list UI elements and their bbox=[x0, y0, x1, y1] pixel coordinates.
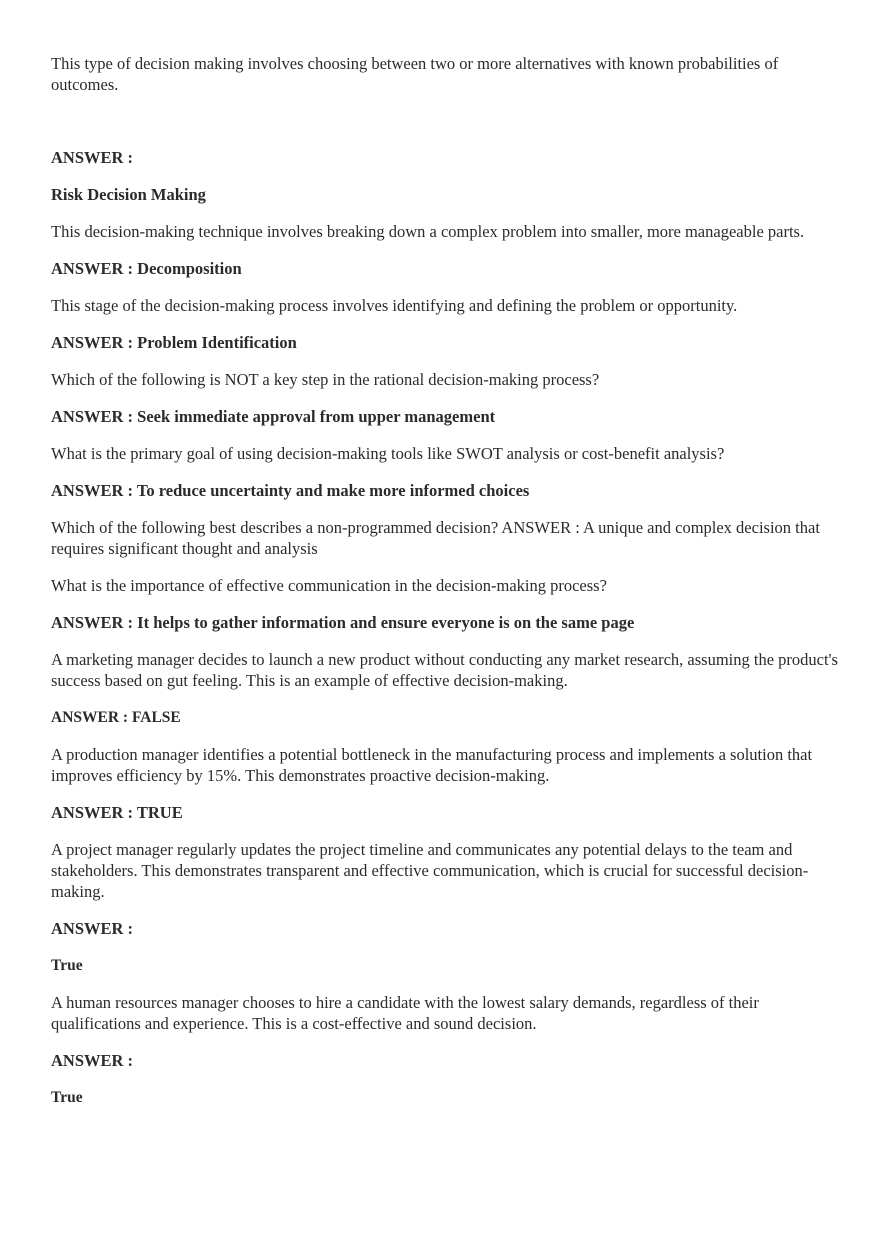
question-text: This type of decision making involves choosing between two or more alternatives with known probabilities of outcomes. bbox=[51, 54, 779, 94]
answer-text: ANSWER : Seek immediate approval from upper management bbox=[51, 407, 496, 426]
question-text: A production manager identifies a potential bottleneck in the manufacturing process and implements a solution that improves efficiency by 15%. This demonstrates proactive decision-making. bbox=[51, 745, 813, 785]
answer-text: ANSWER : FALSE bbox=[51, 709, 181, 726]
answer-text: ANSWER : Decomposition bbox=[51, 259, 242, 278]
question-text: This decision-making technique involves breaking down a complex problem into smaller, more manageable parts. bbox=[51, 222, 805, 241]
question-text: This stage of the decision-making process involves identifying and defining the problem or opportunity. bbox=[51, 296, 738, 315]
answer-text: Risk Decision Making bbox=[51, 185, 206, 204]
question-text: A human resources manager chooses to hire a candidate with the lowest salary demands, regardless of their qualifications and experience. This is a cost-effective and sound decision. bbox=[51, 993, 759, 1033]
answer-text: ANSWER : To reduce uncertainty and make more informed choices bbox=[51, 481, 530, 500]
answer-text: ANSWER : TRUE bbox=[51, 803, 183, 822]
question-text: What is the importance of effective communication in the decision-making process? bbox=[51, 576, 607, 595]
answer-text: True bbox=[51, 957, 83, 974]
question-text: A project manager regularly updates the project timeline and communicates any potential delays to the team and stakeholders. This demonstrates transparent and effective communication, which is crucial for successful decision-making. bbox=[51, 840, 809, 901]
answer-label: ANSWER : bbox=[51, 919, 134, 938]
answer-label: ANSWER : bbox=[51, 148, 134, 167]
document-page bbox=[51, 51, 841, 1108]
answer-text: ANSWER : It helps to gather information and ensure everyone is on the same page bbox=[51, 613, 635, 632]
question-text: A marketing manager decides to launch a new product without conducting any market research, assuming the product's success based on gut feeling. This is an example of effective decision-making. bbox=[51, 650, 838, 690]
answer-text: True bbox=[51, 1089, 83, 1106]
answer-label: ANSWER : bbox=[51, 1051, 134, 1070]
answer-text: ANSWER : Problem Identification bbox=[51, 333, 297, 352]
question-text: What is the primary goal of using decision-making tools like SWOT analysis or cost-benefit analysis? bbox=[51, 444, 725, 463]
question-text: Which of the following is NOT a key step in the rational decision-making process? bbox=[51, 370, 600, 389]
question-text: Which of the following best describes a non-programmed decision? ANSWER : A unique and complex decision that requires significant thought and analysis bbox=[51, 518, 820, 558]
